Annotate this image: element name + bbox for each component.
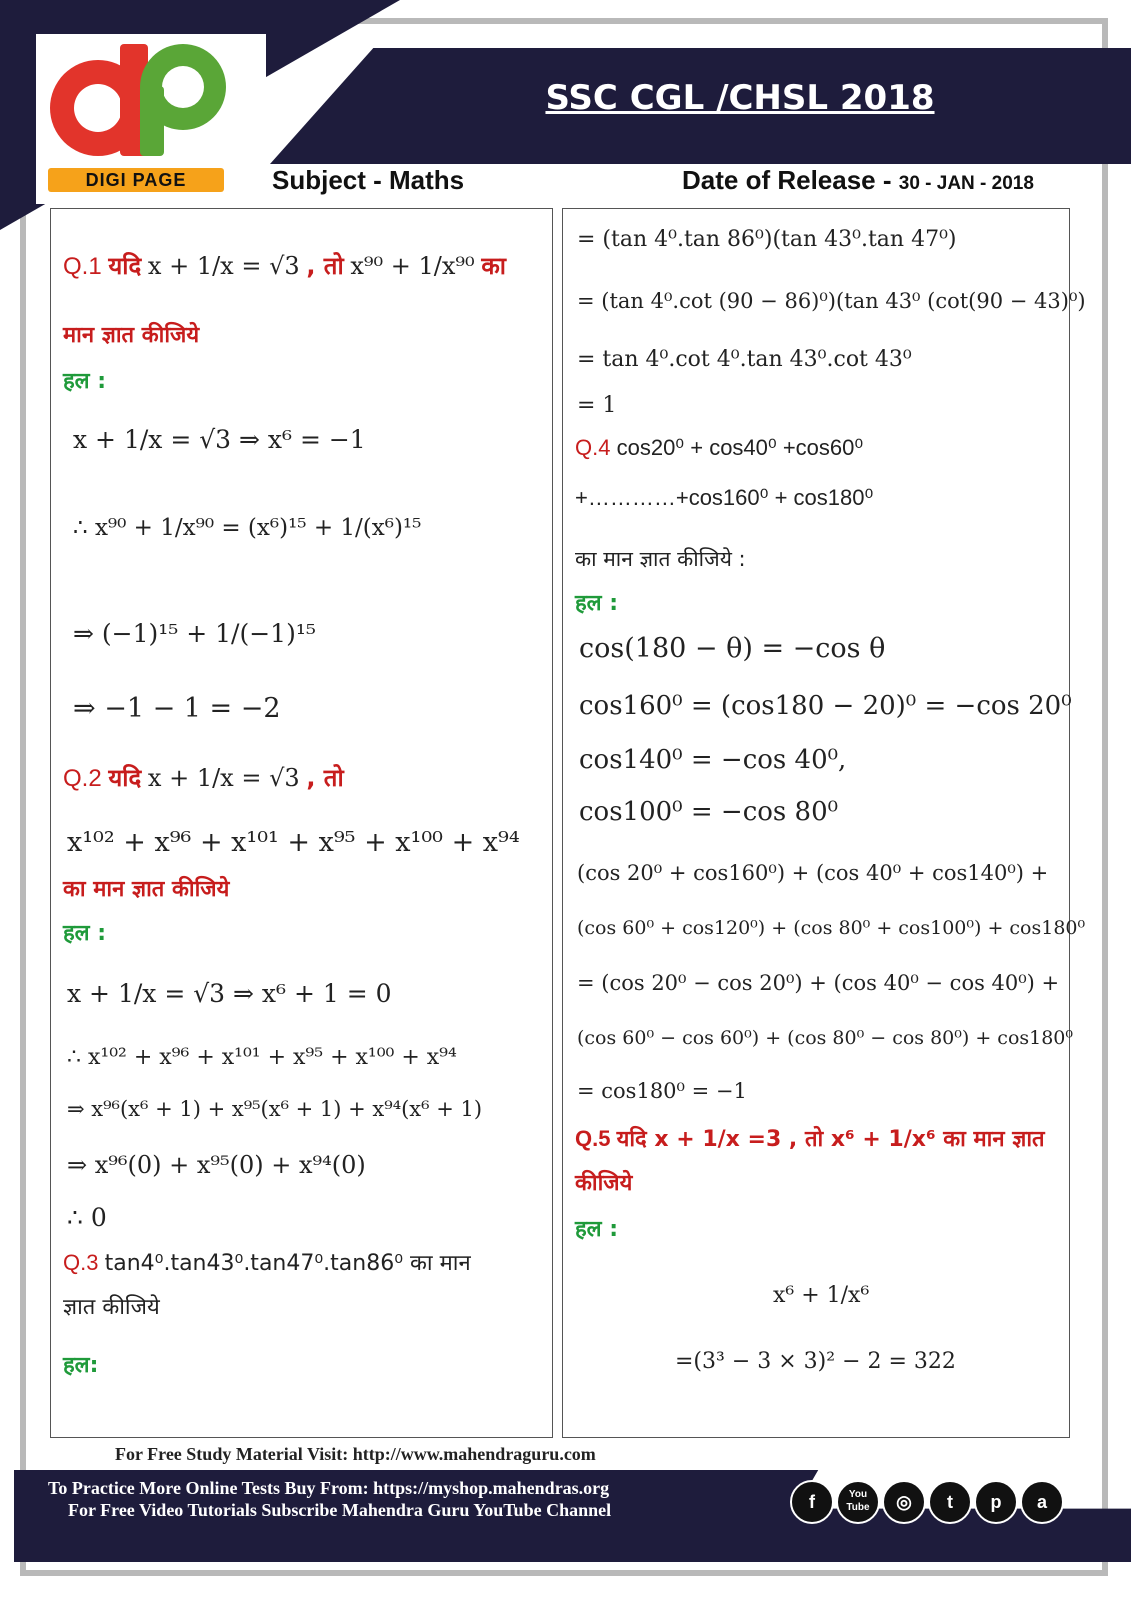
q2-solution-label: हल : [63,921,107,946]
q4-step: cos160⁰ = (cos180 − 20)⁰ = −cos 20⁰ [579,691,1072,721]
right-column [562,208,1086,1438]
q5-line2: कीजिये [575,1171,633,1196]
instagram-icon[interactable]: ◎ [882,1480,926,1524]
q4-statement: Q.4 cos20⁰ + cos40⁰ +cos60⁰ [575,435,864,460]
footer-video-text: For Free Video Tutorials Subscribe Mahendra Guru YouTube Channel [68,1500,612,1520]
q3-step: = tan 4⁰.cot 4⁰.tan 43⁰.cot 43⁰ [577,347,912,372]
q3-step: = (tan 4⁰.tan 86⁰)(tan 43⁰.tan 47⁰) [577,227,957,252]
q4-step: cos(180 − θ) = −cos θ [579,633,886,664]
android-icon[interactable]: a [1020,1480,1064,1524]
q1-step: x + 1/x = √3 ⇒ x⁶ = −1 [73,425,366,454]
q4-step: = (cos 20⁰ − cos 20⁰) + (cos 40⁰ − cos 40⁰) + [577,971,1060,995]
q2-step: ∴ 0 [67,1203,107,1232]
q5-step: x⁶ + 1/x⁶ [773,1283,870,1308]
q3-step: = 1 [577,393,617,418]
exam-title: SSC CGL /CHSL 2018 [545,78,935,118]
q1-step: ⇒ (−1)¹⁵ + 1/(−1)¹⁵ [73,619,316,648]
twitter-icon[interactable]: t [928,1480,972,1524]
q4-line2: +…………+cos160⁰ + cos180⁰ [575,485,874,510]
q5-solution-label: हल : [575,1217,619,1242]
release-date: Date of Release - 30 - JAN - 2018 [682,165,1034,195]
facebook-icon[interactable]: f [790,1480,834,1524]
pinterest-icon[interactable]: p [974,1480,1018,1524]
q4-step: = cos180⁰ = −1 [577,1079,747,1103]
logo-label: DIGI PAGE [48,168,224,192]
q2-step: ∴ x¹⁰² + x⁹⁶ + x¹⁰¹ + x⁹⁵ + x¹⁰⁰ + x⁹⁴ [67,1045,457,1070]
subject-label: Subject - Maths [272,165,465,195]
q1-line2: मान ज्ञात कीजिये [63,323,200,348]
q3-solution-label: हल: [63,1353,99,1378]
footer-practice-link[interactable]: To Practice More Online Tests Buy From: https://myshop.mahendras.org [48,1478,610,1498]
q2-expression: x¹⁰² + x⁹⁶ + x¹⁰¹ + x⁹⁵ + x¹⁰⁰ + x⁹⁴ [67,827,520,858]
left-column [50,208,553,1438]
q2-statement: Q.2 यदि x + 1/x = √3 , तो [63,764,344,792]
q4-step: (cos 60⁰ − cos 60⁰) + (cos 80⁰ − cos 80⁰) + cos180⁰ [577,1027,1074,1049]
q4-step: (cos 60⁰ + cos120⁰) + (cos 80⁰ + cos100⁰) + cos180⁰ [577,917,1086,939]
q4-solution-label: हल : [575,591,619,616]
q4-line3: का मान ज्ञात कीजिये : [575,547,746,571]
q2-step: ⇒ x⁹⁶(0) + x⁹⁵(0) + x⁹⁴(0) [67,1151,366,1179]
q2-step: ⇒ x⁹⁶(x⁶ + 1) + x⁹⁵(x⁶ + 1) + x⁹⁴(x⁶ + 1) [67,1097,483,1121]
q2-line2: का मान ज्ञात कीजिये [63,877,230,902]
q1-statement: Q.1 यदि x + 1/x = √3 , तो x⁹⁰ + 1/x⁹⁰ का [63,252,506,280]
q1-step: ∴ x⁹⁰ + 1/x⁹⁰ = (x⁶)¹⁵ + 1/(x⁶)¹⁵ [73,515,422,541]
youtube-icon[interactable]: You Tube [836,1480,880,1524]
q5-statement: Q.5 यदि x + 1/x =3 , तो x⁶ + 1/x⁶ का मान ज्ञात [575,1126,1045,1152]
q3-statement: Q.3 tan4⁰.tan43⁰.tan47⁰.tan86⁰ का मान [63,1250,471,1276]
q3-step: = (tan 4⁰.cot (90 − 86)⁰)(tan 43⁰ (cot(90 − 43)⁰) [577,289,1086,313]
q4-step: cos140⁰ = −cos 40⁰, [579,745,847,775]
q5-step: =(3³ − 3 × 3)² − 2 = 322 [675,1349,956,1374]
q3-line2: ज्ञात कीजिये [63,1295,160,1320]
footer-visit-link[interactable]: For Free Study Material Visit: http://www.mahendraguru.com [115,1444,596,1464]
q2-step: x + 1/x = √3 ⇒ x⁶ + 1 = 0 [67,979,392,1008]
q1-solution-label: हल : [63,369,107,394]
q4-step: (cos 20⁰ + cos160⁰) + (cos 40⁰ + cos140⁰) + [577,861,1049,885]
q1-step: ⇒ −1 − 1 = −2 [73,693,281,724]
q4-step: cos100⁰ = −cos 80⁰ [579,797,839,827]
